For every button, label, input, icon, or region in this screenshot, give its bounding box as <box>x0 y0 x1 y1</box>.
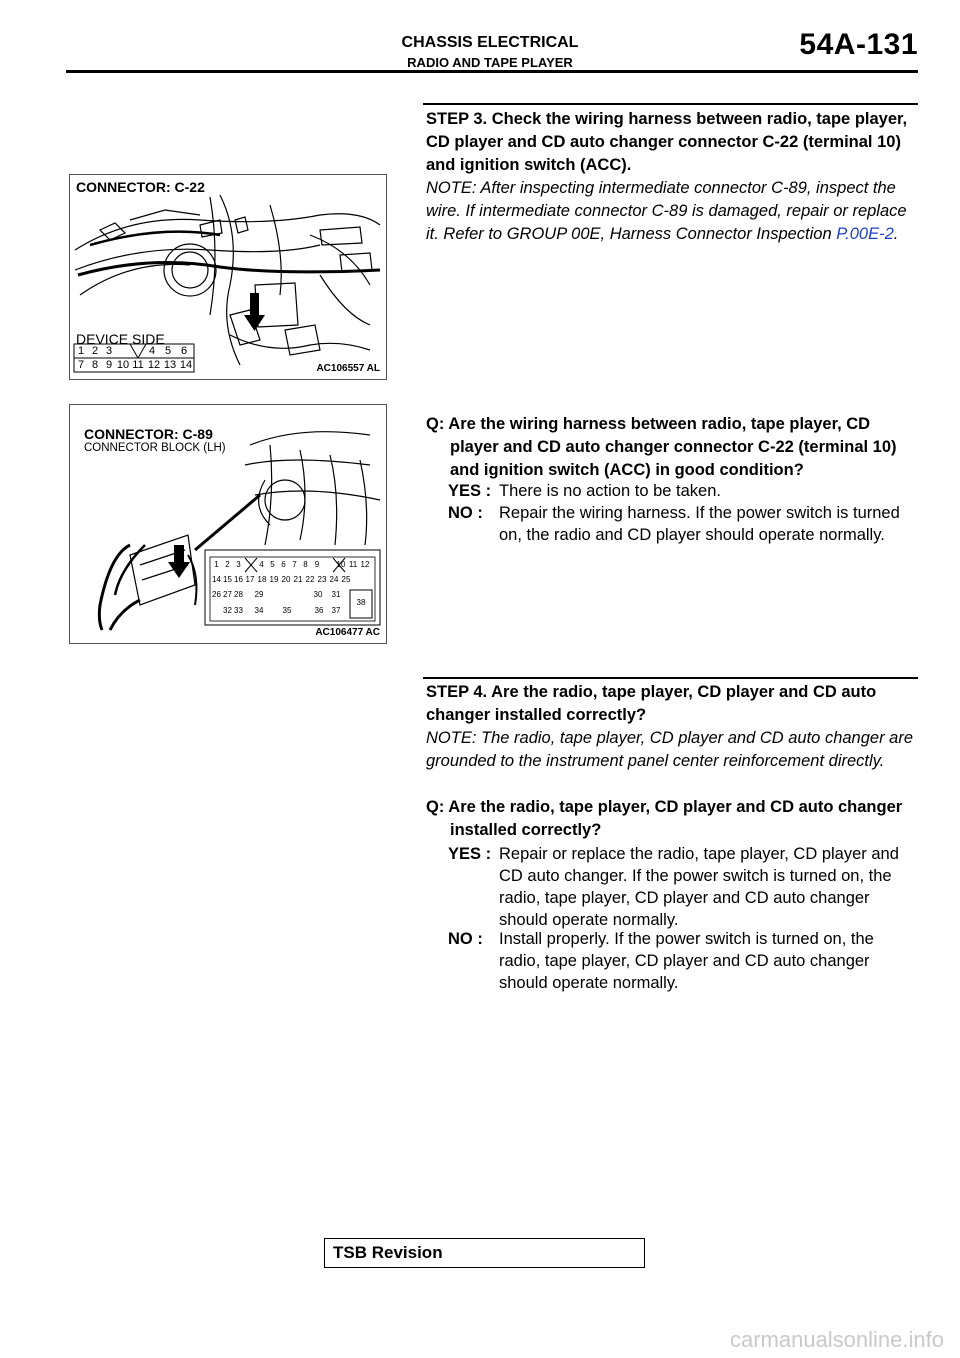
tsb-revision-box: TSB Revision <box>324 1238 645 1268</box>
c89-pin-row-3: 26 27 28 29 30 31 38 <box>212 590 366 607</box>
step3-rule <box>423 103 918 105</box>
subsection-title: RADIO AND TAPE PLAYER <box>407 55 573 70</box>
step4-yes-answer: YES : Repair or replace the radio, tape player, CD player and CD auto changer. If the power switch is turned on, the radio, tape player, CD player and CD auto changer should operate normally. <box>448 845 899 929</box>
c89-figure-code: AC106477 AC <box>315 627 380 638</box>
step4-note: NOTE: The radio, tape player, CD player and CD auto changer are grounded to the instrument panel center reinforcement directly. <box>426 729 913 770</box>
step3-question: Q: Are the wiring harness between radio, tape player, CD player and CD auto changer connector C-22 (terminal 10) and ignition switch (ACC) in good condition? <box>426 415 897 479</box>
step4-no-answer: NO : Install properly. If the power switch is turned on, the radio, tape player, CD player and CD auto changer should operate normally. <box>448 930 874 992</box>
step3-heading: STEP 3. Check the wiring harness between radio, tape player, CD player and CD auto changer connector C-22 (terminal 10) and ignition switch (ACC). <box>426 110 908 174</box>
c22-pin-row-top: 1 2 3 4 5 6 <box>77 345 188 357</box>
c22-figure-code: AC106557 AL <box>316 363 380 374</box>
c22-pin-row-bottom: 7 8 9 10 11 12 13 14 <box>77 359 193 371</box>
c89-pin-row-1: 1 2 3 4 5 6 7 8 9 10 11 12 <box>214 560 370 569</box>
page-number: 54A-131 <box>799 28 918 61</box>
c89-pin-row-2: 14 15 16 17 18 19 20 21 22 23 24 25 <box>212 575 351 584</box>
watermark: carmanualsonline.info <box>729 1327 944 1352</box>
c22-connector-label: CONNECTOR: C-22 <box>76 179 205 195</box>
connector-c22-figure <box>69 174 387 380</box>
device-side-label: DEVICE SIDE <box>76 331 165 347</box>
step3-no-answer: NO : Repair the wiring harness. If the power switch is turned on, the radio and CD player should operate normally. <box>448 504 900 544</box>
header-rule <box>66 70 918 73</box>
c89-connector-label: CONNECTOR: C-89 <box>84 426 213 442</box>
connector-c89-figure <box>69 404 387 644</box>
step4-rule <box>423 677 918 679</box>
step4-question: Q: Are the radio, tape player, CD player and CD auto changer installed correctly? <box>426 798 903 839</box>
section-title: CHASSIS ELECTRICAL <box>401 34 579 51</box>
step4-heading: STEP 4. Are the radio, tape player, CD player and CD auto changer installed correctly? <box>426 683 877 724</box>
step3-note: NOTE: After inspecting intermediate connector C-89, inspect the wire. If intermediate connector C-89 is damaged, repair or replace it. Refer to GROUP 00E, Harness Connector Inspection P.00E-2. <box>426 179 907 243</box>
step3-block <box>426 108 918 246</box>
connector-block-label: CONNECTOR BLOCK (LH) <box>84 442 226 454</box>
c89-pin-row-4: 32 33 34 35 36 37 <box>223 606 341 615</box>
group-00e-link[interactable]: P.00E-2 <box>836 225 894 243</box>
step3-yes-answer: YES : There is no action to be taken. <box>448 482 721 500</box>
